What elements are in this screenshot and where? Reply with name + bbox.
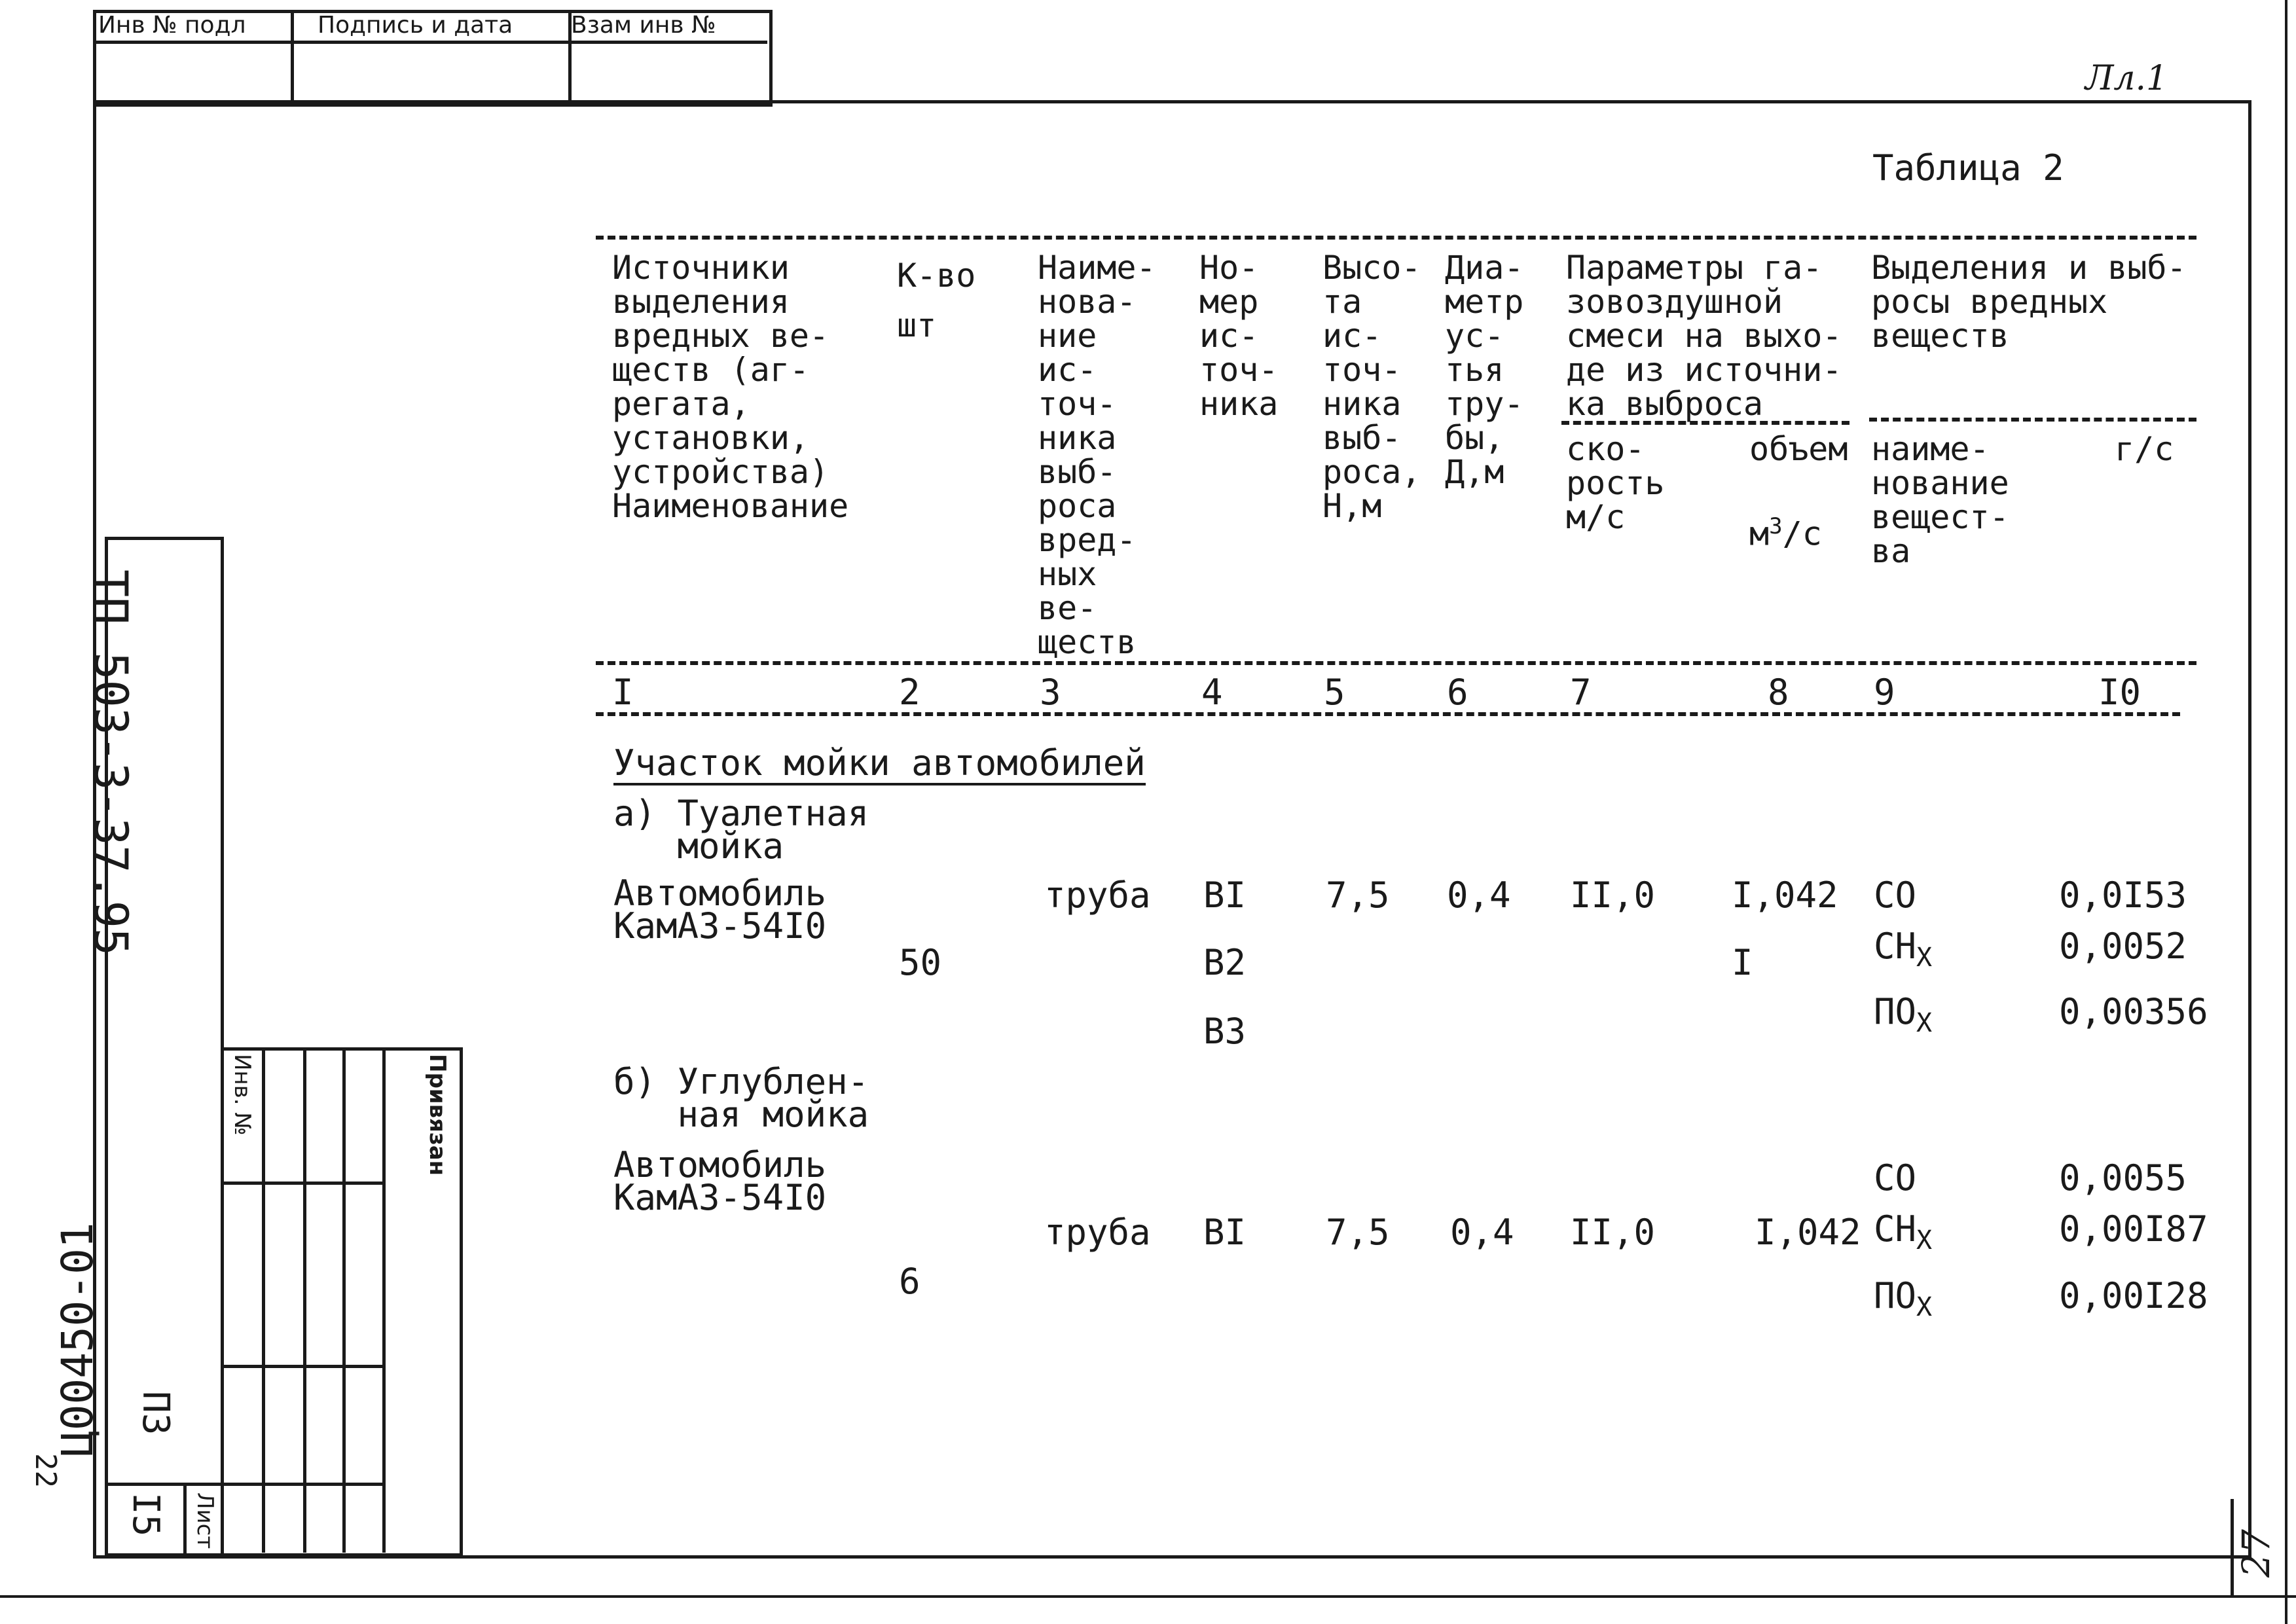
privyazan-row-3 — [221, 1483, 384, 1486]
doc-code-sub: 22 — [29, 1453, 62, 1488]
group-b-volume: I,042 — [1755, 1212, 1861, 1253]
group-a-source: Автомобиль КамАЗ-54I0 — [613, 873, 827, 947]
col-number-3: 3 — [1040, 672, 1061, 713]
side-stamp-sheet-no: I5 — [124, 1492, 167, 1537]
group-b-substance-2-sub: X — [1916, 1225, 1933, 1255]
group-b-title: б) Углублен- ная мойка — [613, 1061, 869, 1135]
group-b-value-3: 0,00I28 — [2059, 1275, 2208, 1316]
group-b-name: труба — [1044, 1212, 1151, 1253]
side-stamp-code: ТП 503-3-37.95 — [84, 569, 137, 956]
section-title: Участок мойки автомобилей — [613, 745, 1146, 785]
top-stamp-row-line — [93, 41, 767, 44]
table-title: Таблица 2 — [1872, 147, 2064, 189]
group-b-value-2: 0,00I87 — [2059, 1208, 2208, 1250]
group-a-volume-1: I,042 — [1732, 875, 1838, 916]
header-col-8-unit-sup: 3 — [1769, 513, 1783, 539]
header-col-1: Источники выделения вредных ве- ществ (аг- регата, установки, устройства) Наименование — [612, 249, 849, 525]
group-b-speed: II,0 — [1570, 1212, 1656, 1253]
group-b-substance-3 — [1874, 1275, 1933, 1326]
bottom-edge-line — [0, 1595, 2296, 1598]
col-number-6: 6 — [1447, 672, 1468, 713]
group-a-title: а) Туалетная мойка — [613, 793, 869, 867]
group-b-substance-2-base: CH — [1874, 1208, 1917, 1250]
group-a-name: труба — [1044, 875, 1151, 916]
group-a-substance-2 — [1874, 928, 1932, 976]
group-b-number: BI — [1203, 1212, 1247, 1253]
side-stamp-sheet-label: Лист — [192, 1492, 218, 1549]
side-stamp-divider — [183, 1483, 187, 1553]
page-number: 27 — [2234, 1529, 2278, 1578]
privyazan-col-1 — [262, 1047, 265, 1553]
col-number-10: I0 — [2098, 672, 2141, 713]
right-edge-line — [2285, 0, 2287, 1624]
header-col-4: Но- мер ис- точ- ника — [1199, 249, 1279, 423]
header-col-10: г/с — [2115, 430, 2174, 468]
privyazan-inv-label: Инв. № — [229, 1054, 255, 1136]
group-b-height: 7,5 — [1326, 1212, 1390, 1253]
group-a-substance-1-base: CO — [1874, 875, 1917, 916]
group-a-count: 50 — [899, 942, 942, 983]
header-col-7: ско- рость м/с — [1566, 430, 1665, 536]
group-a-number-2: B2 — [1203, 942, 1247, 983]
header-col-7-8-group: Параметры га- зовоздушной смеси на выхо- де из источни- ка выброса — [1566, 249, 1842, 423]
group-a-speed: II,0 — [1570, 875, 1656, 916]
header-col-2: К-во шт — [897, 257, 976, 344]
group-a-diameter: 0,4 — [1447, 875, 1511, 916]
privyazan-col-4 — [382, 1047, 386, 1553]
group-a-value-3: 0,00356 — [2059, 991, 2208, 1032]
sheet-mark: Лл.1 — [2085, 59, 2168, 98]
side-stamp-row-line — [105, 1483, 223, 1486]
header-col-9-10-group: Выделения и выб- росы вредных веществ — [1871, 249, 2187, 355]
group-a-substance-1 — [1874, 877, 1916, 914]
header-col-8-label: объем — [1749, 430, 1848, 468]
group-a-substance-3-base: ПО — [1874, 991, 1917, 1032]
col-number-5: 5 — [1324, 672, 1345, 713]
group-b-substance-1-base: CO — [1874, 1157, 1917, 1199]
group-b-substance-3-sub: X — [1916, 1291, 1933, 1322]
col-number-2: 2 — [899, 672, 920, 713]
group-a-height: 7,5 — [1326, 875, 1390, 916]
header-sub-line-9-10 — [1869, 418, 2196, 422]
privyazan-label: Привязан — [424, 1054, 450, 1176]
col-number-7: 7 — [1570, 672, 1592, 713]
group-a-substance-2-base: CH — [1874, 926, 1917, 967]
col-number-4: 4 — [1201, 672, 1223, 713]
group-b-diameter: 0,4 — [1450, 1212, 1514, 1253]
group-a-substance-3-sub: X — [1916, 1007, 1933, 1038]
colnum-bottom-line — [596, 712, 2180, 716]
stamp-inv-podl: Инв № подл — [98, 12, 246, 39]
group-a-number-1: BI — [1203, 875, 1247, 916]
privyazan-col-3 — [342, 1047, 346, 1553]
header-bottom-line — [596, 661, 2196, 665]
group-a-volume-2: I — [1732, 942, 1753, 983]
header-col-5: Высо- та ис- точ- ника выб- роса, Н,м — [1322, 249, 1421, 525]
group-a-value-2: 0,0052 — [2059, 926, 2187, 967]
stamp-vzam-inv: Взам инв № — [571, 12, 716, 39]
privyazan-col-2 — [303, 1047, 306, 1553]
side-stamp-section: ПЗ — [134, 1391, 177, 1435]
top-stamp-divider-1 — [291, 10, 294, 101]
group-b-count: 6 — [899, 1261, 920, 1302]
group-b-substance-3-base: ПО — [1874, 1275, 1917, 1316]
group-b-substance-2 — [1874, 1208, 1933, 1259]
group-a-number-3: B3 — [1203, 1011, 1247, 1052]
header-col-8-unit — [1749, 509, 1822, 551]
group-a-value-1: 0,0I53 — [2059, 875, 2187, 916]
col-number-1: I — [612, 672, 634, 713]
privyazan-row-1 — [221, 1182, 384, 1185]
header-col-8-unit-tail: /с — [1782, 514, 1822, 553]
group-b-value-1: 0,0055 — [2059, 1157, 2187, 1199]
doc-code: Ц00450-01 — [52, 1222, 103, 1456]
stamp-podpis-data: Подпись и дата — [318, 12, 513, 39]
group-a-substance-3 — [1874, 991, 1933, 1041]
col-number-9: 9 — [1874, 672, 1895, 713]
group-a-substance-2-sub: X — [1916, 942, 1933, 973]
header-col-9: наиме- нование вещест- ва — [1871, 430, 2009, 570]
header-col-8-unit-base: м — [1749, 514, 1770, 553]
privyazan-row-2 — [221, 1365, 384, 1368]
header-top-line — [596, 236, 2196, 240]
header-col-6: Диа- метр ус- тья тру- бы, Д,м — [1445, 249, 1524, 491]
group-b-substance-1 — [1874, 1157, 1917, 1199]
group-b-source: Автомобиль КамАЗ-54I0 — [613, 1144, 827, 1218]
col-number-8: 8 — [1768, 672, 1789, 713]
header-col-3: Наиме- нова- ние ис- точ- ника выб- роса вред- ных ве- ществ — [1038, 249, 1156, 661]
